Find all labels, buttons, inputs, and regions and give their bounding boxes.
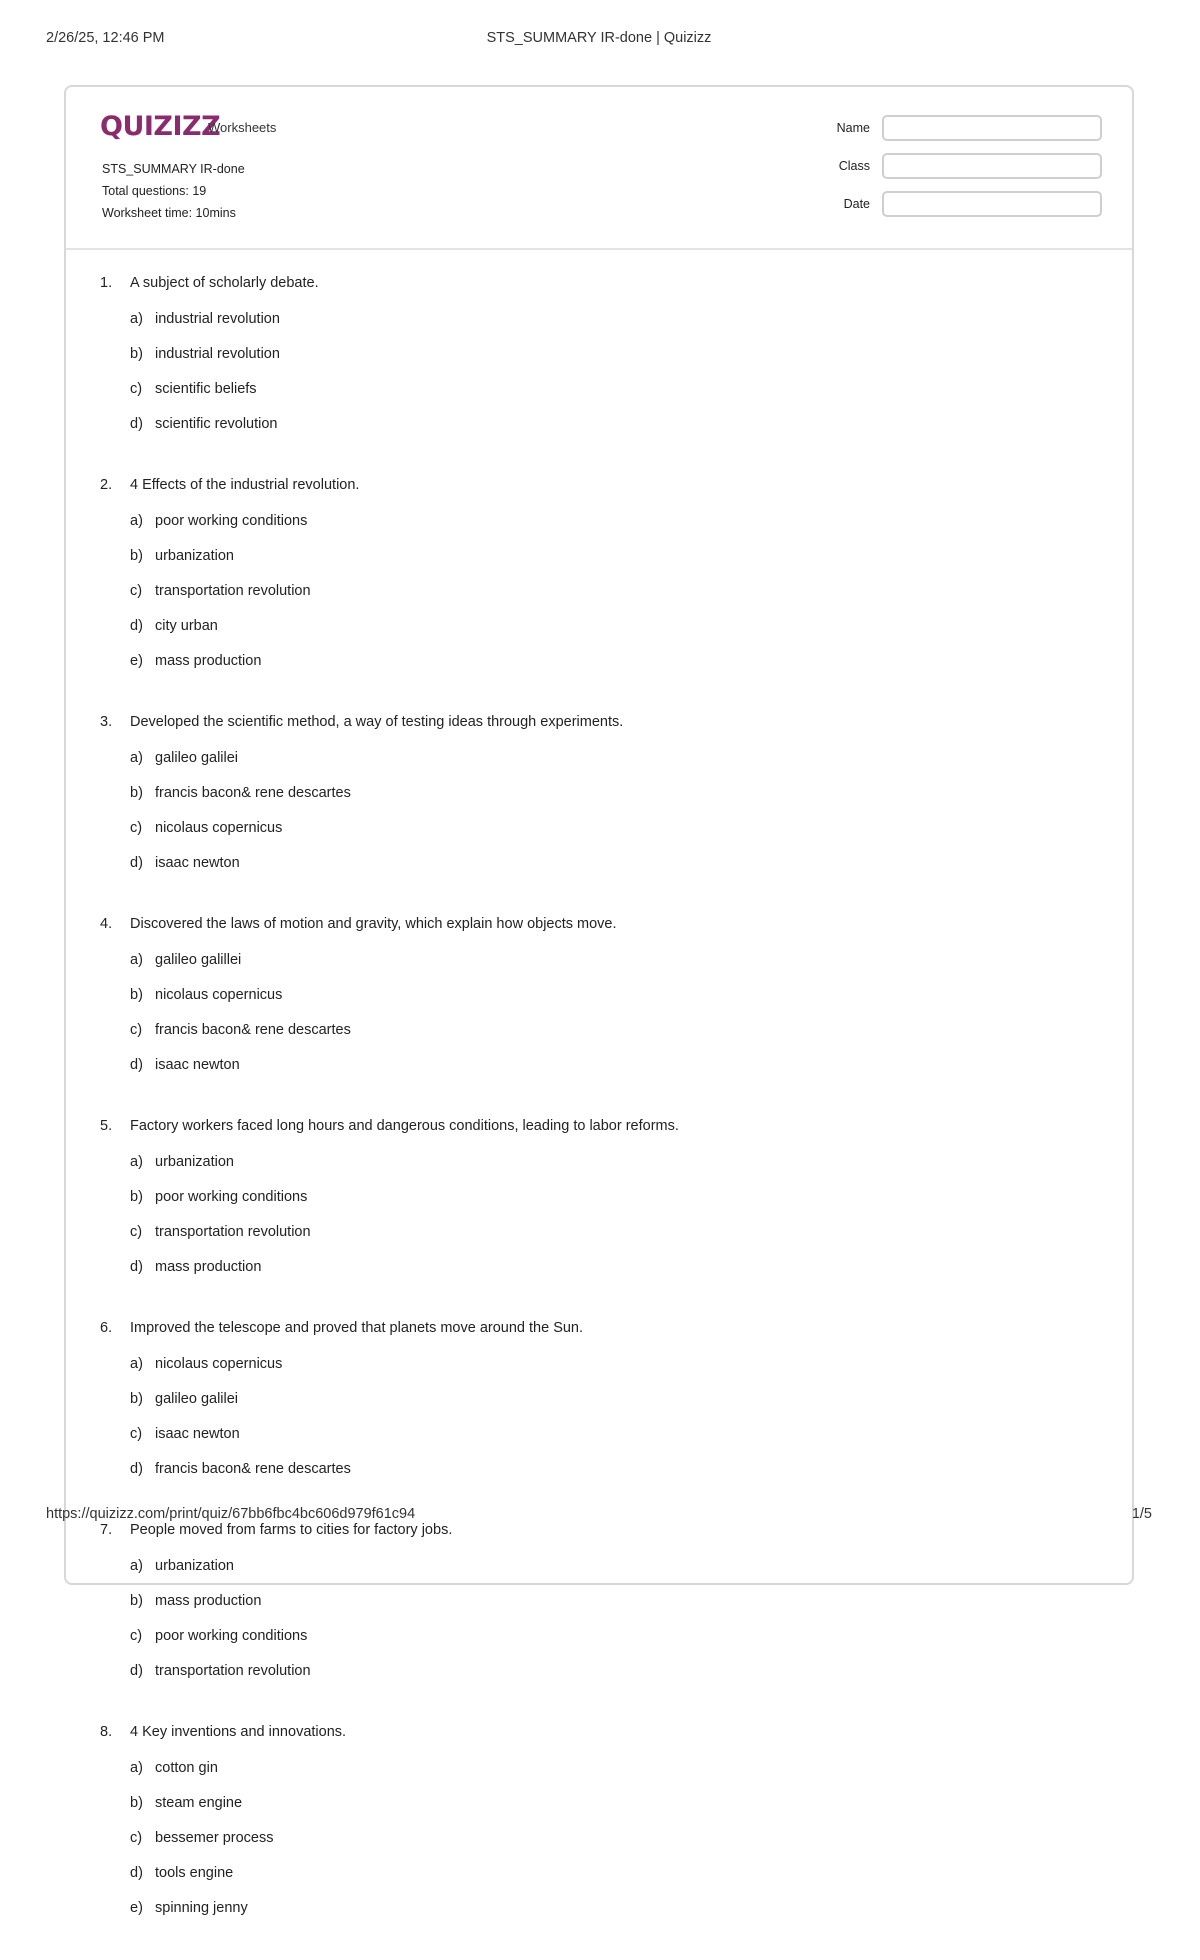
- question-item: [100, 274, 1100, 450]
- answer-option[interactable]: [130, 1460, 618, 1495]
- question-item: [100, 713, 1100, 889]
- worksheet-time: Worksheet time: 10mins: [102, 206, 236, 220]
- answer-option[interactable]: [130, 415, 618, 450]
- question-line: [100, 1319, 1100, 1337]
- option-letter: d): [130, 855, 143, 871]
- option-letter: c): [130, 820, 143, 836]
- answer-option[interactable]: [130, 1425, 618, 1460]
- option-text: urbanization: [155, 1558, 234, 1574]
- question-number: 4.: [100, 916, 113, 932]
- print-header: [46, 30, 1152, 50]
- option-text: poor working conditions: [155, 1628, 308, 1644]
- option-letter: c): [130, 381, 143, 397]
- worksheet-name: STS_SUMMARY IR-done: [102, 162, 245, 176]
- answer-option[interactable]: [130, 345, 618, 380]
- option-list: [130, 1153, 1100, 1293]
- answer-option[interactable]: [130, 1188, 618, 1223]
- date-input[interactable]: [882, 191, 1102, 217]
- question-line: [100, 476, 1100, 494]
- option-text: nicolaus copernicus: [155, 987, 283, 1003]
- option-text: transportation revolution: [155, 1224, 311, 1240]
- option-text: transportation revolution: [155, 1663, 311, 1679]
- answer-option[interactable]: [130, 1864, 618, 1899]
- answer-option[interactable]: [130, 1759, 618, 1794]
- option-text: bessemer process: [155, 1830, 274, 1846]
- option-text: galileo galilei: [155, 1391, 239, 1407]
- option-list: [130, 1557, 1100, 1697]
- answer-option[interactable]: [130, 1223, 618, 1258]
- option-letter: a): [130, 750, 143, 766]
- option-text: scientific beliefs: [155, 381, 257, 397]
- print-footer: [46, 1506, 1152, 1526]
- option-letter: c): [130, 1426, 143, 1442]
- option-text: mass production: [155, 1593, 262, 1609]
- class-field-row: [806, 153, 1102, 181]
- option-letter: c): [130, 1224, 143, 1240]
- print-datetime: 2/26/25, 12:46 PM: [46, 30, 165, 46]
- question-text: A subject of scholarly debate.: [130, 275, 319, 291]
- option-text: scientific revolution: [155, 416, 278, 432]
- option-text: mass production: [155, 653, 262, 669]
- answer-option[interactable]: [130, 854, 618, 889]
- name-field-row: [806, 115, 1102, 143]
- option-text: industrial revolution: [155, 311, 280, 327]
- question-text: 4 Effects of the industrial revolution.: [130, 477, 360, 493]
- option-text: transportation revolution: [155, 583, 311, 599]
- answer-option[interactable]: [130, 1021, 618, 1056]
- worksheet-card: [64, 85, 1134, 1916]
- option-letter: b): [130, 1189, 143, 1205]
- option-list: [130, 1355, 1100, 1495]
- class-input[interactable]: [882, 153, 1102, 179]
- option-text: nicolaus copernicus: [155, 820, 283, 836]
- option-letter: a): [130, 1558, 143, 1574]
- question-number: 1.: [100, 275, 113, 291]
- class-label: Class: [838, 159, 870, 173]
- option-letter: e): [130, 653, 143, 669]
- answer-option[interactable]: [130, 1794, 618, 1829]
- question-item: [100, 1723, 1100, 1934]
- option-list: [130, 749, 1100, 889]
- question-line: [100, 915, 1100, 933]
- option-text: isaac newton: [155, 1426, 240, 1442]
- answer-option[interactable]: [130, 547, 618, 582]
- answer-option[interactable]: [130, 986, 618, 1021]
- option-letter: a): [130, 1154, 143, 1170]
- name-label: Name: [836, 121, 870, 135]
- question-list: [100, 274, 1100, 1960]
- question-item: [100, 476, 1100, 687]
- option-letter: d): [130, 1865, 143, 1881]
- quizizz-logo: QUIZIZZ: [100, 111, 221, 142]
- answer-option[interactable]: [130, 1153, 618, 1188]
- print-url: https://quizizz.com/print/quiz/67bb6fbc4bc606d979f61c94: [46, 1506, 416, 1522]
- question-number: 8.: [100, 1724, 113, 1740]
- option-letter: c): [130, 583, 143, 599]
- option-text: galileo galilei: [155, 750, 239, 766]
- question-item: [100, 1117, 1100, 1293]
- print-page-number: 1/5: [1131, 1506, 1152, 1522]
- question-line: [100, 1117, 1100, 1135]
- answer-option[interactable]: [130, 1829, 618, 1864]
- question-number: 5.: [100, 1118, 113, 1134]
- option-letter: b): [130, 1593, 143, 1609]
- question-item: [100, 1521, 1100, 1697]
- date-label: Date: [843, 197, 870, 211]
- question-text: Improved the telescope and proved that planets move around the Sun.: [130, 1320, 584, 1336]
- option-text: city urban: [155, 618, 218, 634]
- name-input[interactable]: [882, 115, 1102, 141]
- option-list: [130, 310, 1100, 450]
- worksheet-meta: [102, 158, 245, 224]
- answer-option[interactable]: [130, 652, 618, 687]
- option-letter: a): [130, 1356, 143, 1372]
- option-letter: b): [130, 1795, 143, 1811]
- option-text: francis bacon& rene descartes: [155, 1022, 351, 1038]
- answer-option[interactable]: [130, 617, 618, 652]
- option-letter: c): [130, 1628, 143, 1644]
- answer-option[interactable]: [130, 1662, 618, 1697]
- option-text: francis bacon& rene descartes: [155, 1461, 351, 1477]
- option-text: steam engine: [155, 1795, 243, 1811]
- answer-option[interactable]: [130, 1557, 618, 1592]
- option-text: poor working conditions: [155, 1189, 308, 1205]
- option-text: francis bacon& rene descartes: [155, 785, 351, 801]
- answer-option[interactable]: [130, 1899, 618, 1934]
- option-letter: c): [130, 1022, 143, 1038]
- total-questions: Total questions: 19: [102, 184, 207, 198]
- brand-subtitle: Worksheets: [208, 120, 277, 135]
- option-letter: d): [130, 1663, 143, 1679]
- question-text: People moved from farms to cities for factory jobs.: [130, 1522, 453, 1538]
- option-letter: e): [130, 1900, 143, 1916]
- answer-option[interactable]: [130, 380, 618, 415]
- question-text: 4 Key inventions and innovations.: [130, 1724, 347, 1740]
- option-letter: d): [130, 1259, 143, 1275]
- option-letter: a): [130, 513, 143, 529]
- question-line: [100, 1723, 1100, 1741]
- answer-option[interactable]: [130, 1592, 618, 1627]
- option-list: [130, 1759, 1100, 1934]
- question-number: 2.: [100, 477, 113, 493]
- option-letter: a): [130, 1760, 143, 1776]
- print-page-title: STS_SUMMARY IR-done | Quizizz: [486, 30, 712, 46]
- option-letter: a): [130, 952, 143, 968]
- option-text: isaac newton: [155, 1057, 240, 1073]
- question-text: Factory workers faced long hours and dangerous conditions, leading to labor reforms.: [130, 1118, 679, 1134]
- answer-option[interactable]: [130, 951, 618, 986]
- answer-option[interactable]: [130, 1056, 618, 1091]
- answer-option[interactable]: [130, 819, 618, 854]
- answer-option[interactable]: [130, 310, 618, 345]
- option-letter: b): [130, 548, 143, 564]
- question-item: [100, 915, 1100, 1091]
- option-text: urbanization: [155, 1154, 234, 1170]
- option-letter: d): [130, 1461, 143, 1477]
- answer-option[interactable]: [130, 749, 618, 784]
- option-text: isaac newton: [155, 855, 240, 871]
- option-letter: d): [130, 416, 143, 432]
- question-item: [100, 1319, 1100, 1495]
- option-text: tools engine: [155, 1865, 234, 1881]
- option-letter: b): [130, 346, 143, 362]
- option-list: [130, 512, 1100, 687]
- answer-option[interactable]: [130, 512, 618, 547]
- question-text: Discovered the laws of motion and gravity, which explain how objects move.: [130, 916, 617, 932]
- option-letter: b): [130, 785, 143, 801]
- option-text: nicolaus copernicus: [155, 1356, 283, 1372]
- answer-option[interactable]: [130, 1258, 618, 1293]
- option-letter: c): [130, 1830, 143, 1846]
- option-text: mass production: [155, 1259, 262, 1275]
- answer-option[interactable]: [130, 1627, 618, 1662]
- option-list: [130, 951, 1100, 1091]
- question-text: Developed the scientific method, a way of testing ideas through experiments.: [130, 714, 624, 730]
- answer-option[interactable]: [130, 1390, 618, 1425]
- question-number: 7.: [100, 1522, 113, 1538]
- date-field-row: [806, 191, 1102, 219]
- answer-option[interactable]: [130, 784, 618, 819]
- option-text: urbanization: [155, 548, 234, 564]
- option-letter: a): [130, 311, 143, 327]
- option-text: cotton gin: [155, 1760, 218, 1776]
- option-text: poor working conditions: [155, 513, 308, 529]
- option-letter: b): [130, 987, 143, 1003]
- question-line: [100, 713, 1100, 731]
- answer-option[interactable]: [130, 582, 618, 617]
- worksheet-header: [66, 87, 1132, 250]
- option-text: galileo galillei: [155, 952, 242, 968]
- question-number: 3.: [100, 714, 113, 730]
- option-text: spinning jenny: [155, 1900, 248, 1916]
- option-letter: d): [130, 1057, 143, 1073]
- option-letter: b): [130, 1391, 143, 1407]
- option-text: industrial revolution: [155, 346, 280, 362]
- answer-option[interactable]: [130, 1355, 618, 1390]
- option-letter: d): [130, 618, 143, 634]
- question-line: [100, 274, 1100, 292]
- question-number: 6.: [100, 1320, 113, 1336]
